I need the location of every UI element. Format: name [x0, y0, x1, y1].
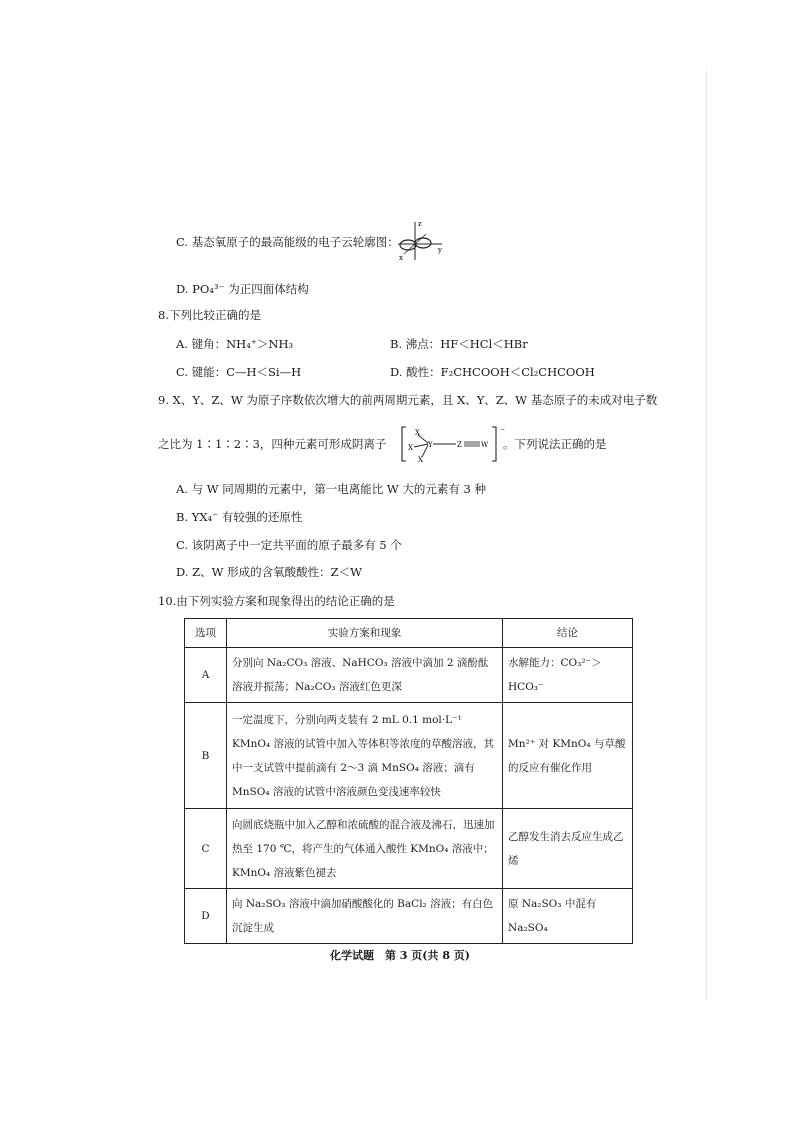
- row-scheme: 向圆底烧瓶中加入乙醇和浓硫酸的混合液及沸石，迅速加热至 170 ℃，将产生的气体通入酸性 KMnO₄ 溶液中；KMnO₄ 溶液紫色褪去: [227, 809, 503, 889]
- anion-structure-diagram: [400, 425, 506, 464]
- header-conclusion: 结论: [503, 619, 633, 648]
- q9-option-b: B. YX₄⁻ 有较强的还原性: [176, 510, 303, 524]
- row-scheme: 分别向 Na₂CO₃ 溶液、NaHCO₃ 溶液中滴加 2 滴酚酞溶液并振荡；Na₂CO₃ 溶液红色更深: [227, 648, 503, 703]
- q8-option-a: A. 键角：NH₄⁺＞NH₃: [176, 337, 294, 351]
- q9-stem-line1: 9. X、Y、Z、W 为原子序数依次增大的前两周期元素，且 X、Y、Z、W 基态原子的未成对电子数: [158, 393, 658, 407]
- experiment-table: [184, 618, 633, 944]
- axis-label-x: x: [399, 254, 403, 262]
- q9-stem-line2: 之比为 1∶1∶2∶3，四种元素可形成阴离子: [158, 437, 387, 451]
- q8-option-d: D. 酸性：F₂CHCOOH＜Cl₂CHCOOH: [390, 365, 595, 379]
- axis-label-y: y: [438, 246, 442, 254]
- row-option: A: [185, 648, 227, 703]
- left-bracket: [402, 427, 406, 461]
- row-conclusion: 水解能力：CO₃²⁻＞HCO₃⁻: [503, 648, 633, 703]
- q8-stem: 8.下列比较正确的是: [158, 308, 261, 322]
- row-conclusion: 乙醇发生消去反应生成乙烯: [503, 809, 633, 889]
- header-scheme: 实验方案和现象: [227, 619, 503, 648]
- atom-x-left: X: [408, 444, 413, 452]
- q8-option-c: C. 键能：C—H＜Si—H: [176, 365, 302, 379]
- row-option: C: [185, 809, 227, 889]
- atom-x-top: X: [415, 429, 420, 437]
- atom-w: W: [481, 441, 489, 449]
- table-row: [185, 703, 633, 809]
- right-bracket: [492, 427, 496, 461]
- bond-x2: [414, 444, 428, 447]
- row-option: B: [185, 703, 227, 809]
- q9-option-d: D. Z、W 形成的含氧酸酸性：Z＜W: [176, 565, 362, 579]
- atom-x-bottom: X: [418, 456, 423, 464]
- row-option: D: [185, 889, 227, 944]
- table-row: [185, 889, 633, 944]
- q9-option-c: C. 该阴离子中一定共平面的原子最多有 5 个: [176, 538, 402, 552]
- page-footer: 化学试题 第 3 页(共 8 页): [329, 949, 471, 962]
- q10-stem: 10.由下列实验方案和现象得出的结论正确的是: [158, 594, 395, 608]
- table-header-row: [185, 619, 633, 648]
- table-row: [185, 648, 633, 703]
- atom-y: Y: [428, 441, 433, 449]
- row-conclusion: 原 Na₂SO₃ 中混有 Na₂SO₄: [503, 889, 633, 944]
- header-option: 选项: [185, 619, 227, 648]
- table-row: [185, 809, 633, 889]
- row-scheme: 向 Na₂SO₃ 溶液中滴加硝酸酸化的 BaCl₂ 溶液；有白色沉淀生成: [227, 889, 503, 944]
- axis-label-z: z: [418, 220, 422, 228]
- q7-option-d: D. PO₄³⁻ 为正四面体结构: [176, 282, 309, 296]
- p-orbital-diagram: [396, 218, 446, 264]
- q9-option-a: A. 与 W 同周期的元素中，第一电离能比 W 大的元素有 3 种: [176, 482, 487, 496]
- page-edge-shadow: [706, 70, 707, 1000]
- atom-z: Z: [457, 441, 462, 449]
- row-conclusion: Mn²⁺ 对 KMnO₄ 与草酸的反应有催化作用: [503, 703, 633, 809]
- q7-option-c: C. 基态氧原子的最高能级的电子云轮廓图：: [176, 235, 399, 249]
- orbital-lobe-right: [415, 238, 431, 248]
- q8-option-b: B. 沸点：HF＜HCl＜HBr: [390, 337, 528, 351]
- q9-stem-line2-end: 。下列说法正确的是: [503, 437, 607, 451]
- row-scheme: 一定温度下，分别向两支装有 2 mL 0.1 mol·L⁻¹ KMnO₄ 溶液的试管中加入等体积等浓度的草酸溶液，其中一支试管中提前滴有 2～3 滴 MnSO₄ 溶液；滴有 MnSO₄ 溶液的试管中溶液颜色变浅速率较快: [227, 703, 503, 809]
- charge-minus: −: [500, 426, 506, 433]
